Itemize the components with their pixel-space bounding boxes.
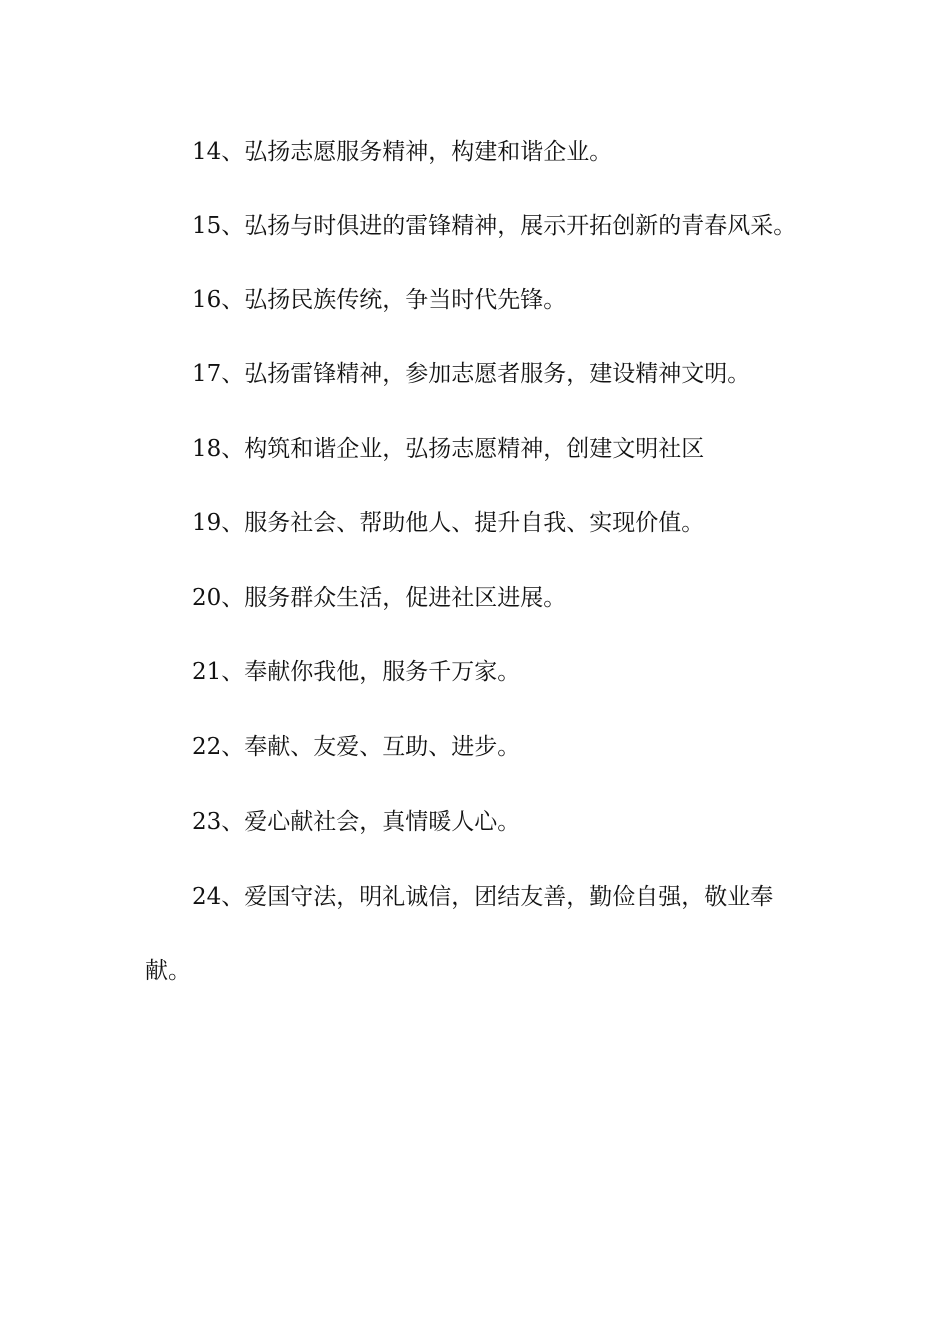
slogan-line-24-first: 24、爱国守法，明礼诚信，团结友善，勤俭自强，敬业奉: [192, 884, 774, 910]
slogan-line: 16、弘扬民族传统，争当时代先锋。: [192, 287, 567, 313]
slogan-line: 14、弘扬志愿服务精神，构建和谐企业。: [192, 139, 613, 165]
slogan-line: 18、构筑和谐企业，弘扬志愿精神，创建文明社区: [192, 436, 705, 462]
slogan-line: 20、服务群众生活，促进社区进展。: [192, 585, 567, 611]
slogan-line: 22、奉献、友爱、互助、进步。: [192, 734, 521, 760]
slogan-line: 19、服务社会、帮助他人、提升自我、实现价值。: [192, 510, 705, 536]
slogan-line: 15、弘扬与时俱进的雷锋精神，展示开拓创新的青春风采。: [192, 213, 797, 239]
slogan-line: 23、爱心献社会，真情暖人心。: [192, 809, 521, 835]
slogan-line: 21、奉献你我他，服务千万家。: [192, 659, 521, 685]
slogan-line-24-continuation: 献。: [145, 958, 191, 984]
slogan-line: 17、弘扬雷锋精神，参加志愿者服务，建设精神文明。: [192, 361, 751, 387]
